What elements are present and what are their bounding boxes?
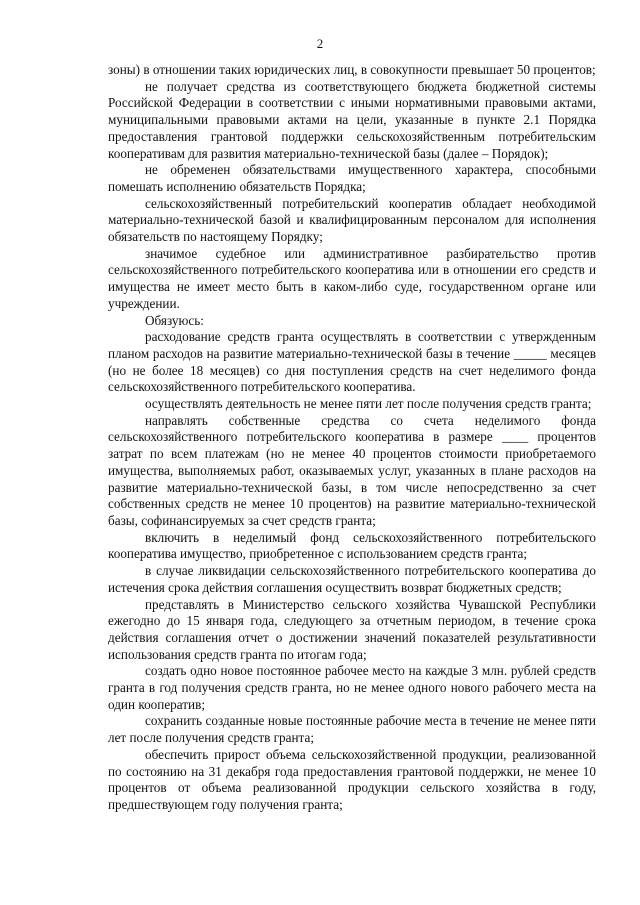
paragraph: сохранить созданные новые постоянные рабочие места в течение не менее пяти лет после получения средств гранта; — [108, 713, 596, 746]
paragraph: направлять собственные средства со счета неделимого фонда сельскохозяйственного потребительского кооператива в размере ____ процентов затрат по всем платежам (но не менее 40 процентов стоимости приобретаемого имущества, выполняемых работ, оказываемых услуг, указанных в плане расходов на развитие материально-технической базы, в том числе непосредственно за счет собственных средств не менее 10 процентов) на развитие материально-технической базы, софинансируемых за счет средств гранта; — [108, 412, 596, 528]
paragraph: включить в неделимый фонд сельскохозяйственного потребительского кооператива имущество, приобретенное с использованием средств гранта; — [108, 529, 596, 562]
paragraph: сельскохозяйственный потребительский кооператив обладает необходимой материально-технической базой и квалифицированным персоналом для исполнения обязательств по настоящему Порядку; — [108, 195, 596, 245]
paragraph: значимое судебное или административное разбирательство против сельскохозяйственного потребительского кооператива или в отношении его средств и имущества не имеет место быть в каком-либо суде, государственном органе или учреждении. — [108, 245, 596, 311]
paragraph: осуществлять деятельность не менее пяти лет после получения средств гранта; — [145, 396, 592, 412]
paragraph: создать одно новое постоянное рабочее место на каждые 3 млн. рублей средств гранта в год получения средств гранта, но не менее одного нового рабочего места на один кооператив; — [108, 663, 596, 712]
paragraph: расходование средств гранта осуществлять в соответствии с утвержденным планом расходов на развитие материально-технической базы в течение _____ месяцев (но не более 18 месяцев) со дня поступления средств на счет неделимого фонда сельскохозяйственного потребительского кооператива. — [108, 329, 596, 395]
paragraph: зоны) в отношении таких юридических лиц, в совокупности превышает 50 процентов; — [108, 62, 596, 77]
paragraph: в случае ликвидации сельскохозяйственного потребительского кооператива до истечения срока действия соглашения осуществить возврат бюджетных средств; — [108, 563, 596, 595]
paragraph: не обременен обязательствами имущественного характера, способными помешать исполнению обязательств Порядка; — [108, 162, 596, 194]
paragraph: представлять в Министерство сельского хозяйства Чувашской Республики ежегодно до 15 января года, следующего за отчетным периодом, в течение срока действия соглашения отчет о достижении значений показателей результативности использования средств гранта по итогам года; — [108, 596, 596, 662]
paragraph: обеспечить прирост объема сельскохозяйственной продукции, реализованной по состоянию на 31 декабря года предоставления грантовой поддержки, не менее 10 процентов от объема реализованной продукции сельского хозяйства в году, предшествующем году получения гранта; — [108, 746, 596, 812]
paragraph: не получает средства из соответствующего бюджета бюджетной системы Российской Федерации в соответствии с иными нормативными правовыми актами, муниципальными правовыми актами на цели, указанные в пункте 2.1 Порядка предоставления грантовой поддержки сельскохозяйственным потребительским кооперативам для развития материально-технической базы (далее – Порядок); — [108, 78, 596, 161]
paragraph-heading: Обязуюсь: — [145, 312, 204, 328]
page-number: 2 — [316, 36, 324, 51]
document-body — [108, 62, 596, 814]
